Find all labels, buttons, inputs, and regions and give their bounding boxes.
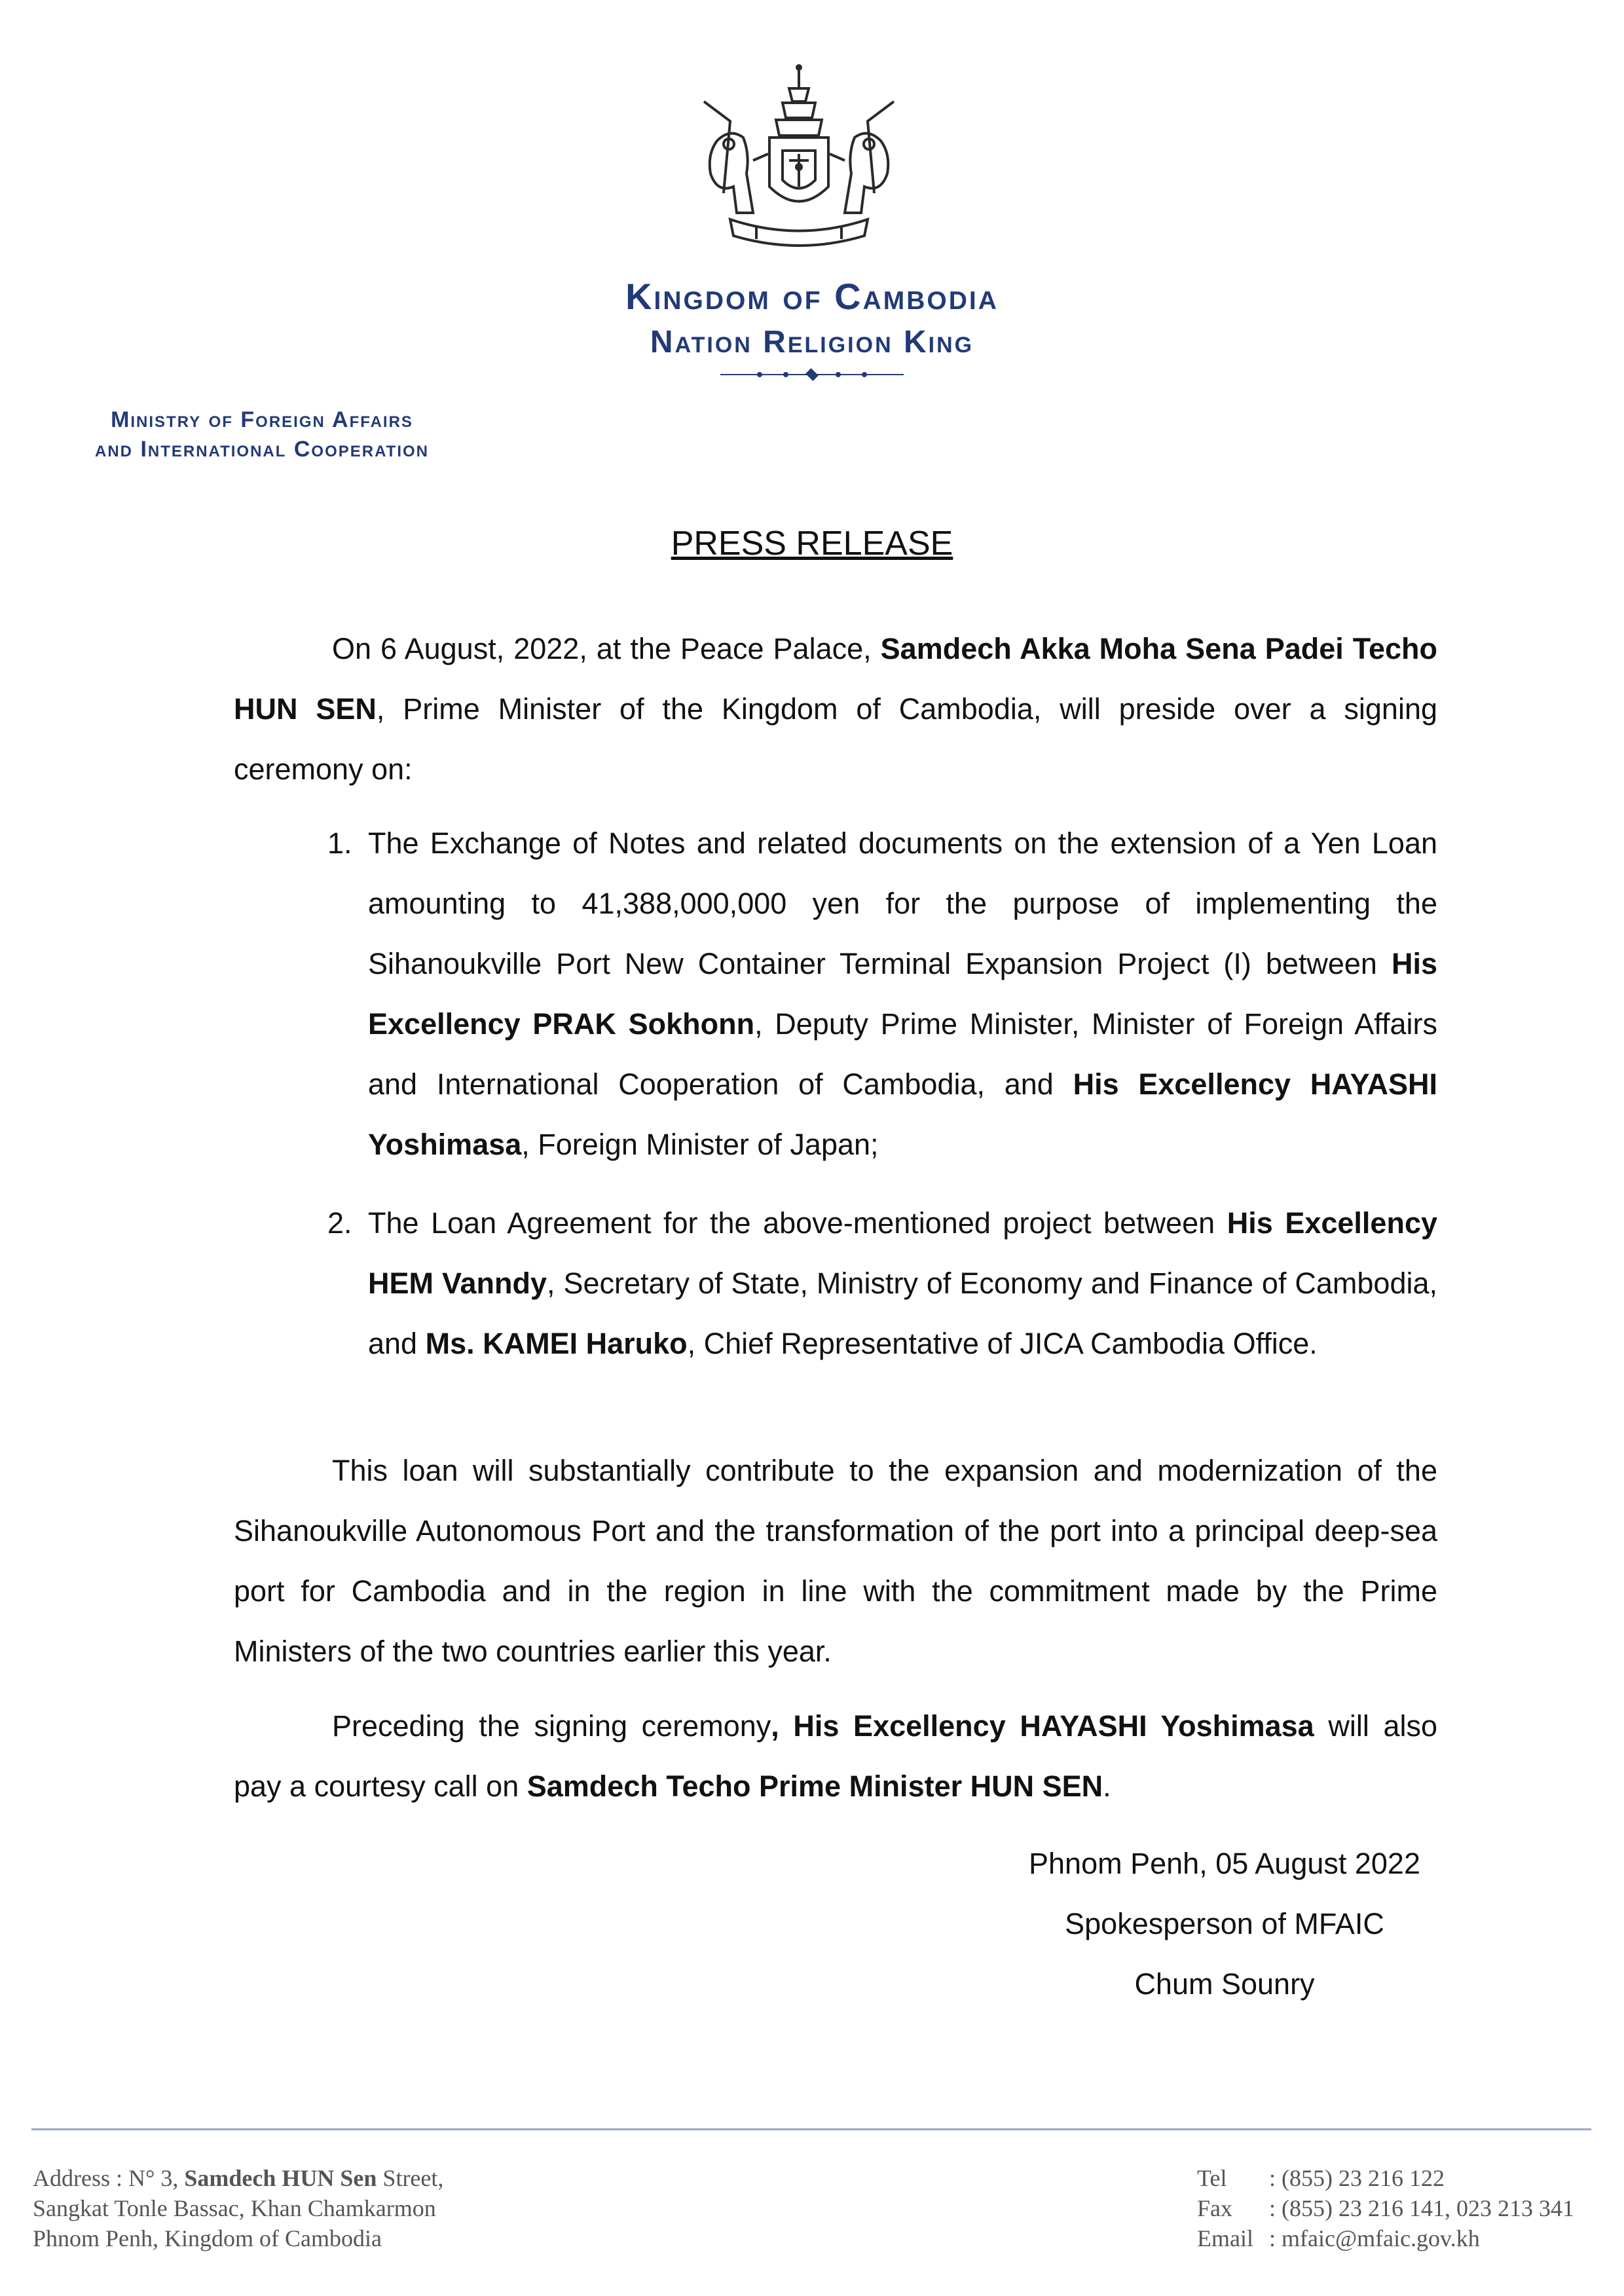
address-line1: Address : N° 3, Samdech HUN Sen Street,: [33, 2165, 444, 2191]
signature-place-date: Phnom Penh, 05 August 2022: [1029, 1847, 1420, 1880]
intro-paragraph: On 6 August, 2022, at the Peace Palace, Samdech Akka Moha Sena Padei Techo HUN SEN, Prime Minister of the Kingdom of Cambodia, will preside over a signing ceremony on:: [234, 632, 1437, 786]
list-number: 2.: [327, 1206, 352, 1240]
document-title: PRESS RELEASE: [671, 525, 953, 563]
ministry-name-line2: and International Cooperation: [95, 437, 429, 462]
list-item-text: The Loan Agreement for the above-mentioned project between His Excellency HEM Vanndy, Secretary of State, Ministry of Economy and Finance of Cambodia, and Ms. KAMEI Haruko, Chief Representative of JICA Cambodia Office.: [368, 1206, 1437, 1360]
address-line3: Phnom Penh, Kingdom of Cambodia: [33, 2225, 382, 2251]
contact-fax: Fax : (855) 23 216 141, 023 213 341: [1197, 2195, 1574, 2221]
motto: Nation Religion King: [650, 325, 974, 360]
body-paragraph: This loan will substantially contribute to the expansion and modernization of the Sihanoukville Autonomous Port and the transformation of the port into a principal deep-sea port for Cambodia and in the region in line with the commitment made by the Prime Ministers of the two countries earlier this year.: [234, 1454, 1437, 1668]
contact-tel: Tel : (855) 23 216 122: [1197, 2165, 1445, 2191]
contact-email: Email : mfaic@mfaic.gov.kh: [1197, 2225, 1480, 2251]
decorative-ornament-icon: [720, 368, 904, 381]
royal-coat-of-arms-icon: [691, 62, 907, 259]
footer-address: [33, 2163, 557, 2253]
courtesy-call-paragraph: Preceding the signing ceremony, His Excellency HAYASHI Yoshimasa will also pay a courtesy call on Samdech Techo Prime Minister HUN SEN.: [234, 1709, 1437, 1803]
list-number: 1.: [327, 826, 352, 860]
address-line2: Sangkat Tonle Bassac, Khan Chamkarmon: [33, 2195, 436, 2221]
kingdom-title: Kingdom of Cambodia: [625, 276, 999, 317]
ministry-name-line1: Ministry of Foreign Affairs: [111, 407, 413, 432]
footer-divider: [31, 2128, 1591, 2130]
footer-contact: [1197, 2163, 1616, 2253]
signature-role: Spokesperson of MFAIC: [1065, 1907, 1384, 1940]
list-item-text: The Exchange of Notes and related documents on the extension of a Yen Loan amounting to 41,388,000,000 yen for the purpose of implementing the Sihanoukville Port New Container Terminal Expansion Project (I) between His Excellency PRAK Sokhonn, Deputy Prime Minister, Minister of Foreign Affairs and International Cooperation of Cambodia, and His Excellency HAYASHI Yoshimasa, Foreign Minister of Japan;: [368, 826, 1438, 1161]
list-item: [327, 813, 1437, 1175]
signature-name: Chum Sounry: [1134, 1967, 1315, 2001]
list-item: [327, 1193, 1437, 1374]
